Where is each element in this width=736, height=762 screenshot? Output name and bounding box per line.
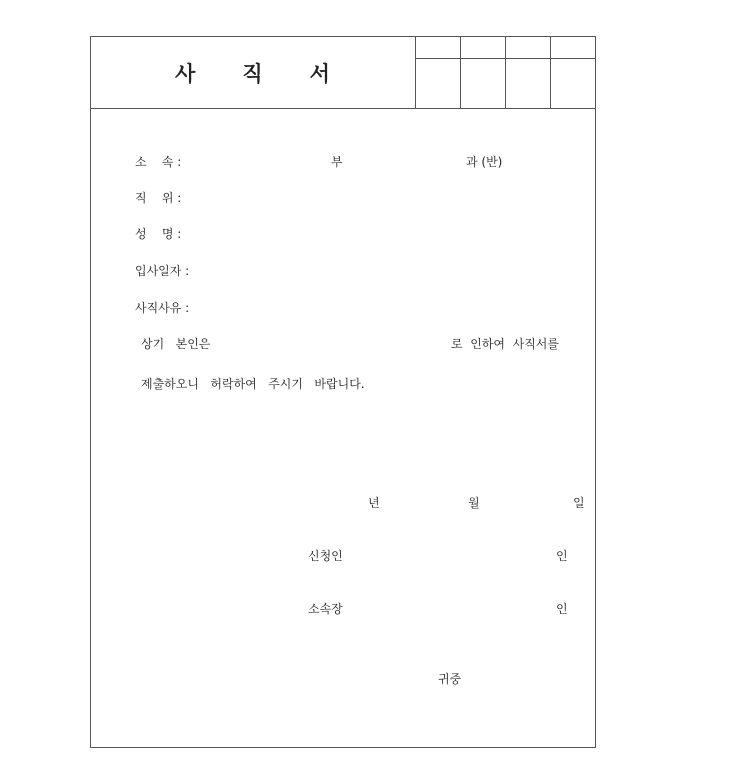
affiliation-label: 소 속 : xyxy=(135,155,182,169)
approval-sign-cell xyxy=(551,59,596,108)
title-char-1: 사 xyxy=(175,60,197,86)
form-title xyxy=(91,37,415,108)
title-char-3: 서 xyxy=(309,60,331,86)
approval-sign-cell xyxy=(461,59,506,108)
applicant-label: 신청인 xyxy=(308,549,343,563)
approval-header-cell xyxy=(416,37,461,59)
approval-header-cell xyxy=(461,37,506,59)
approval-stamp-grid xyxy=(415,37,596,108)
hire-date-label: 입사일자 : xyxy=(135,264,190,278)
date-month: 월 xyxy=(468,496,480,510)
reason-label: 사직사유 : xyxy=(135,301,190,315)
date-year: 년 xyxy=(368,496,380,510)
statement-line1-start: 상기 본인은 xyxy=(141,337,211,351)
position-label: 직 위 : xyxy=(135,191,182,205)
approval-header-cell xyxy=(506,37,551,59)
department-head-label: 소속장 xyxy=(308,602,343,616)
form-header xyxy=(91,37,595,109)
name-label: 성 명 : xyxy=(135,227,182,241)
approval-header-cell xyxy=(551,37,596,59)
department-suffix: 부 xyxy=(331,155,343,169)
applicant-seal: 인 xyxy=(556,549,568,563)
department-head-seal: 인 xyxy=(556,602,568,616)
statement-line1-end: 로 인하여 사직서를 xyxy=(451,337,559,351)
statement-line2: 제출하오니 허락하여 주시기 바랍니다. xyxy=(141,377,365,391)
resignation-form xyxy=(90,36,596,748)
addressee: 귀중 xyxy=(438,672,462,686)
approval-sign-cell xyxy=(506,59,551,108)
class-suffix: 과 (반) xyxy=(466,155,503,169)
title-char-2: 직 xyxy=(242,60,264,86)
approval-sign-cell xyxy=(416,59,461,108)
date-day: 일 xyxy=(573,496,585,510)
